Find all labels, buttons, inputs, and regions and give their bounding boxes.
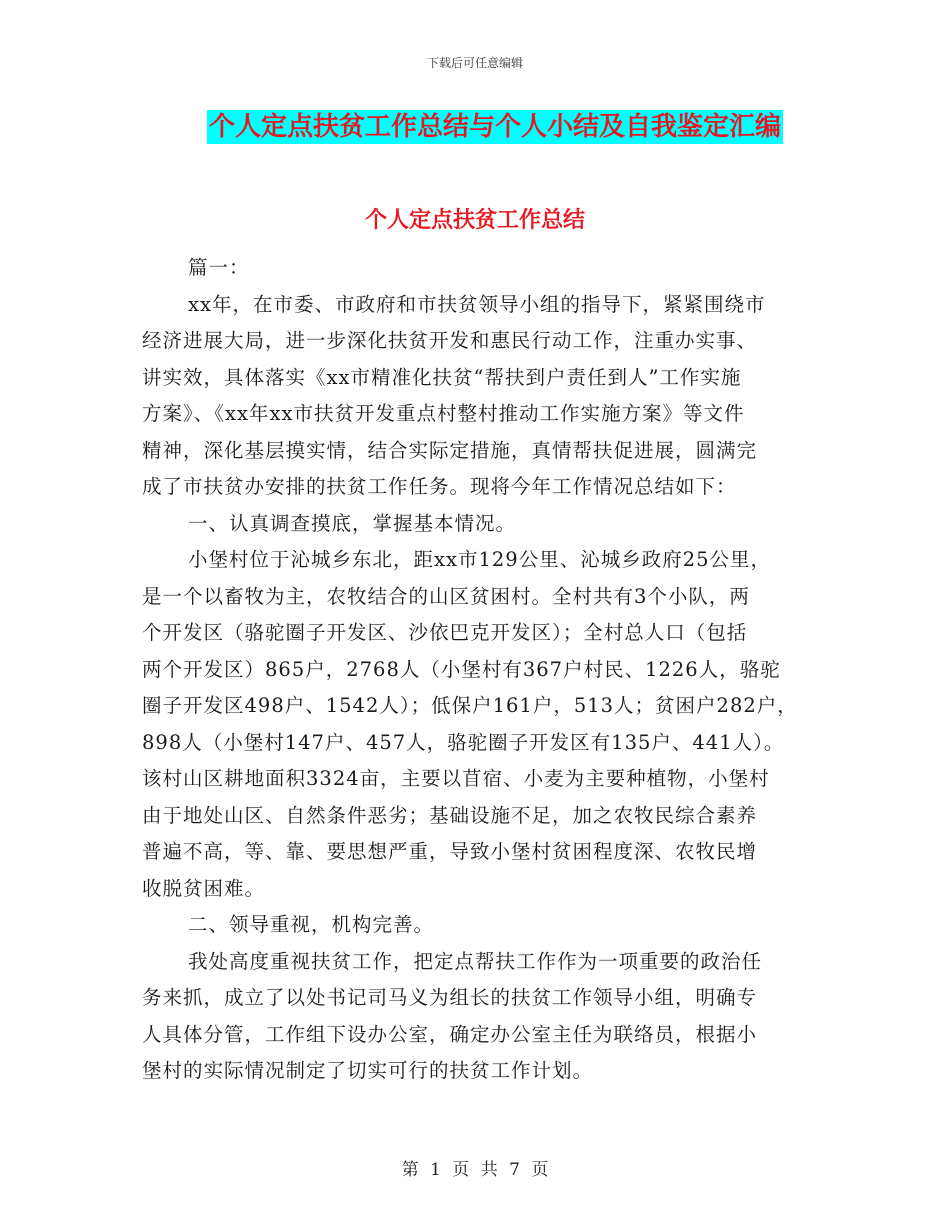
header-note: 下载后可任意编辑 xyxy=(426,56,523,70)
body-line: 圈子开发区498户、1542人）；低保户161户，513人；贫困户282户， xyxy=(142,694,798,717)
body-line: 堡村的实际情况制定了切实可行的扶贫工作计划。 xyxy=(142,1059,594,1082)
body-line: 二、领导重视，机构完善。 xyxy=(188,913,435,936)
main-title: 个人定点扶贫工作总结与个人小结及自我鉴定汇编 xyxy=(209,112,782,142)
main-title-wrap xyxy=(207,110,783,144)
section-title: 个人定点扶贫工作总结 xyxy=(364,208,585,233)
body-line: 个开发区（骆驼圈子开发区、沙依巴克开发区）；全村总人口（包括 xyxy=(142,621,748,644)
body-line: 小堡村位于沁城乡东北，距xx市129公里、沁城乡政府25公里， xyxy=(188,548,772,571)
body-line: 两个开发区）865户，2768人（小堡村有367户村民、1226人，骆驼 xyxy=(142,657,781,681)
body-line: 成了市扶贫办安排的扶贫工作任务。现将今年工作情况总结如下： xyxy=(142,475,737,498)
page-number-footer: 第 1 页 共 7 页 xyxy=(401,1160,549,1180)
body-line: 该村山区耕地面积3324亩，主要以苜宿、小麦为主要种植物，小堡村 xyxy=(142,767,770,790)
body-line: 篇一： xyxy=(188,256,250,279)
document-body xyxy=(142,250,822,1090)
body-line: 务来抓，成立了以处书记司马义为组长的扶贫工作领导小组，明确专 xyxy=(142,986,758,1009)
body-line: 收脱贫困难。 xyxy=(142,876,266,900)
body-line: 经济进展大局，进一步深化扶贫开发和惠民行动工作，注重办实事、 xyxy=(142,329,758,352)
body-line: 精神，深化基层摸实情，结合实际定措施，真情帮扶促进展，圆满完 xyxy=(142,438,758,462)
body-line: 普遍不高，等、靠、要思想严重，导致小堡村贫困程度深、农牧民增 xyxy=(142,840,758,863)
body-line: 人具体分管，工作组下设办公室，确定办公室主任为联络员，根据小 xyxy=(142,1022,758,1046)
body-line: 方案》、《xx年xx市扶贫开发重点村整村推动工作实施方案》等文件 xyxy=(142,402,745,425)
body-line: 讲实效，具体落实《xx市精准化扶贫“帮扶到户责任到人”工作实施 xyxy=(142,365,742,389)
body-line: 898人（小堡村147户、457人，骆驼圈子开发区有135户、441人）。 xyxy=(142,730,785,754)
body-line: 由于地处山区、自然条件恶劣；基础设施不足，加之农牧民综合素养 xyxy=(142,803,758,827)
body-line: 是一个以畜牧为主，农牧结合的山区贫困村。全村共有3个小队，两 xyxy=(142,584,750,608)
body-line: xx年，在市委、市政府和市扶贫领导小组的指导下，紧紧围绕市 xyxy=(188,292,766,316)
body-line: 我处高度重视扶贫工作，把定点帮扶工作作为一项重要的政治任 xyxy=(188,949,763,973)
body-line: 一、认真调查摸底，掌握基本情况。 xyxy=(188,511,517,535)
